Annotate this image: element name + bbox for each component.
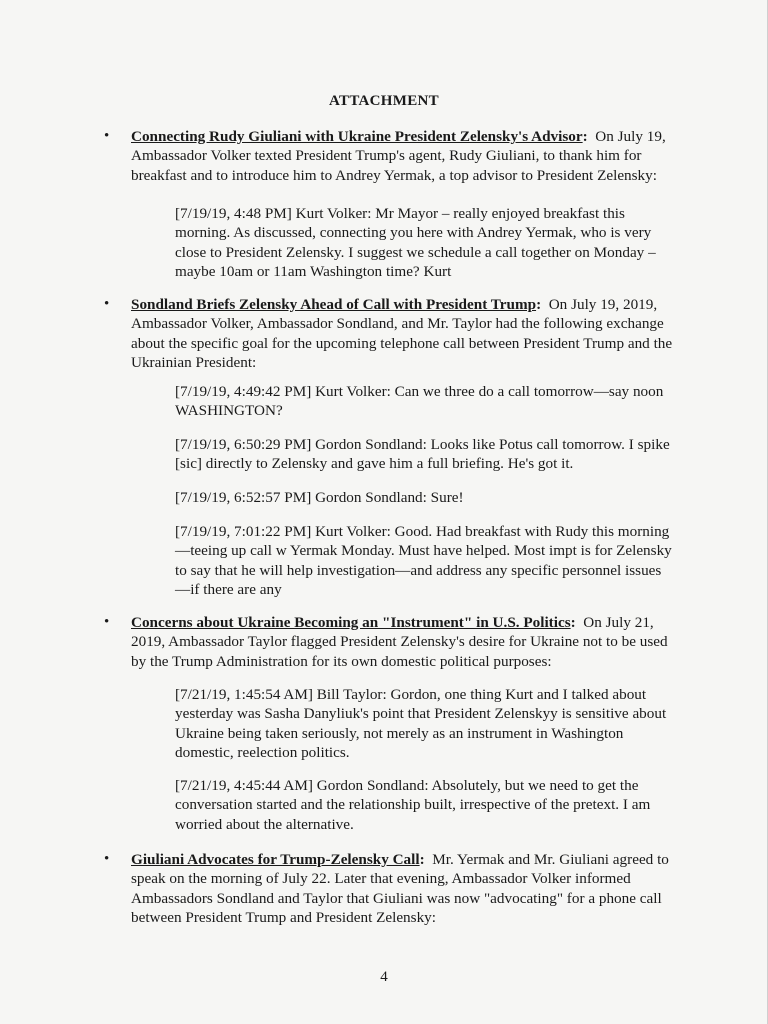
text-message: [7/19/19, 6:52:57 PM] Gordon Sondland: Sure! (175, 489, 464, 506)
heading-colon: : (419, 851, 425, 868)
section-paragraph (131, 850, 676, 927)
text-message: [7/19/19, 4:48 PM] Kurt Volker: Mr Mayor – really enjoyed breakfast this morning. As discussed, connecting you here with Andrey Yermak, who is very close to President Zelensky. I suggest we schedule a call together on Monday – maybe 10am or 11am Washington time? Kurt (175, 205, 656, 280)
text-message: [7/19/19, 4:49:42 PM] Kurt Volker: Can we three do a call tomorrow—say noon WASHINGTON? (175, 383, 664, 420)
heading-colon: : (582, 128, 588, 145)
section-paragraph (131, 295, 676, 372)
section-heading: Sondland Briefs Zelensky Ahead of Call with President Trump (131, 296, 537, 313)
section-paragraph (131, 127, 676, 185)
text-message: [7/21/19, 4:45:44 AM] Gordon Sondland: Absolutely, but we need to get the conversation started and the relationship built, irrespective of the pretext. I am worried about the alternative. (175, 777, 651, 833)
bullet-section-2 (104, 295, 676, 372)
bullet-icon: • (104, 614, 110, 630)
page-title: ATTACHMENT (329, 93, 439, 109)
section-heading: Concerns about Ukraine Becoming an "Instrument" in U.S. Politics (131, 614, 571, 631)
text-message: [7/19/19, 6:50:29 PM] Gordon Sondland: Looks like Potus call tomorrow. I spike [sic] directly to Zelensky and gave him a full briefing. He's got it. (175, 436, 670, 473)
bullet-section-4 (104, 850, 676, 927)
section-heading: Giuliani Advocates for Trump-Zelensky Call (131, 851, 420, 868)
text-message: [7/21/19, 1:45:54 AM] Bill Taylor: Gordon, one thing Kurt and I talked about yesterday was Sasha Danyliuk's point that President Zelenskyy is sensitive about Ukraine being taken seriously, not merely as an instrument in Washington domestic, reelection politics. (175, 686, 667, 761)
page-number: 4 (380, 969, 388, 985)
section-text: On July 21, 2019, Ambassador Taylor flagged President Zelensky's desire for Ukraine not to be used by the Trump Administration for its own domestic political purposes: (131, 614, 668, 670)
section-text: Mr. Yermak and Mr. Giuliani agreed to speak on the morning of July 22. Later that evening, Ambassador Volker informed Ambassadors Sondland and Taylor that Giuliani was now "advocating" for a phone call between President Trump and President Zelensky: (131, 851, 669, 926)
section-text: On July 19, Ambassador Volker texted President Trump's agent, Rudy Giuliani, to thank him for breakfast and to introduce him to Andrey Yermak, a top advisor to President Zelensky: (131, 128, 666, 184)
bullet-icon: • (104, 296, 110, 312)
bullet-section-3 (104, 613, 676, 671)
section-heading: Connecting Rudy Giuliani with Ukraine President Zelensky's Advisor (131, 128, 583, 145)
heading-colon: : (570, 614, 576, 631)
section-paragraph (131, 613, 676, 671)
bullet-icon: • (104, 128, 110, 144)
text-message: [7/19/19, 7:01:22 PM] Kurt Volker: Good. Had breakfast with Rudy this morning—teeing up call w Yermak Monday. Must have helped. Most impt is for Zelensky to say that he will help investigation—and address any specific personnel issues—if there are any (175, 523, 672, 598)
bullet-icon: • (104, 851, 110, 867)
heading-colon: : (536, 296, 542, 313)
section-text: On July 19, 2019, Ambassador Volker, Ambassador Sondland, and Mr. Taylor had the following exchange about the specific goal for the upcoming telephone call between President Trump and the Ukrainian President: (131, 296, 673, 371)
bullet-section-1 (104, 127, 676, 185)
